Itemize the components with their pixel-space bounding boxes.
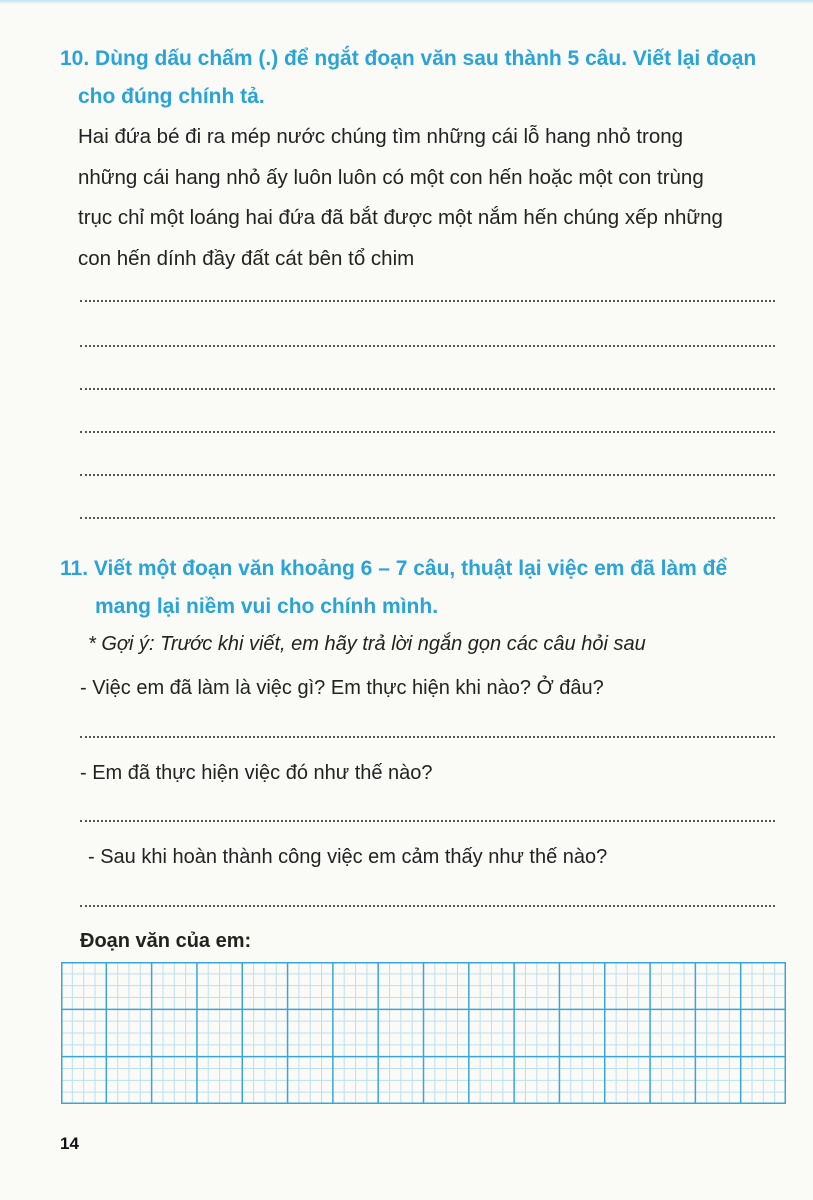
exercise-10-heading-line-1: 10. Dùng dấu chấm (.) để ngắt đoạn văn sau thành 5 câu. Viết lại đoạn xyxy=(60,47,757,70)
exercise-10-heading xyxy=(60,40,770,116)
question-3: - Sau khi hoàn thành công việc em cảm thấy như thế nào? xyxy=(88,846,608,868)
question-1: - Việc em đã làm là việc gì? Em thực hiện khi nào? Ở đâu? xyxy=(80,677,604,699)
question-2: - Em đã thực hiện việc đó như thế nào? xyxy=(80,762,433,784)
page-number: 14 xyxy=(60,1134,79,1153)
exercise-10-heading-line-2: cho đúng chính tả. xyxy=(78,85,265,108)
answer-line[interactable] xyxy=(80,431,775,433)
answer-line[interactable] xyxy=(80,905,775,907)
passage-line: những cái hang nhỏ ấy luôn luôn có một con hến hoặc một con trùng xyxy=(78,165,704,189)
exercise-11-heading-line-2: mang lại niềm vui cho chính mình. xyxy=(95,595,439,618)
passage-line: con hến dính đầy đất cát bên tổ chim xyxy=(78,246,415,270)
writing-grid[interactable] xyxy=(61,962,786,1104)
essay-label: Đoạn văn của em: xyxy=(80,930,252,952)
answer-line[interactable] xyxy=(80,474,775,476)
answer-line[interactable] xyxy=(80,388,775,390)
exercise-11-heading xyxy=(60,550,770,626)
answer-line[interactable] xyxy=(80,345,775,347)
passage-line: Hai đứa bé đi ra mép nước chúng tìm những cái lỗ hang nhỏ trong xyxy=(78,125,684,148)
exercise-11-heading-line-1: 11. Viết một đoạn văn khoảng 6 – 7 câu, thuật lại việc em đã làm để xyxy=(60,557,728,580)
answer-line[interactable] xyxy=(80,300,775,302)
exercise-10-passage xyxy=(78,117,778,279)
answer-line[interactable] xyxy=(80,517,775,519)
hint-text: * Gợi ý: Trước khi viết, em hãy trả lời ngắn gọn các câu hỏi sau xyxy=(88,633,646,655)
top-edge xyxy=(0,0,813,4)
answer-line[interactable] xyxy=(80,820,775,822)
answer-line[interactable] xyxy=(80,736,775,738)
passage-line: trục chỉ một loáng hai đứa đã bắt được một nắm hến chúng xếp những xyxy=(78,206,723,229)
